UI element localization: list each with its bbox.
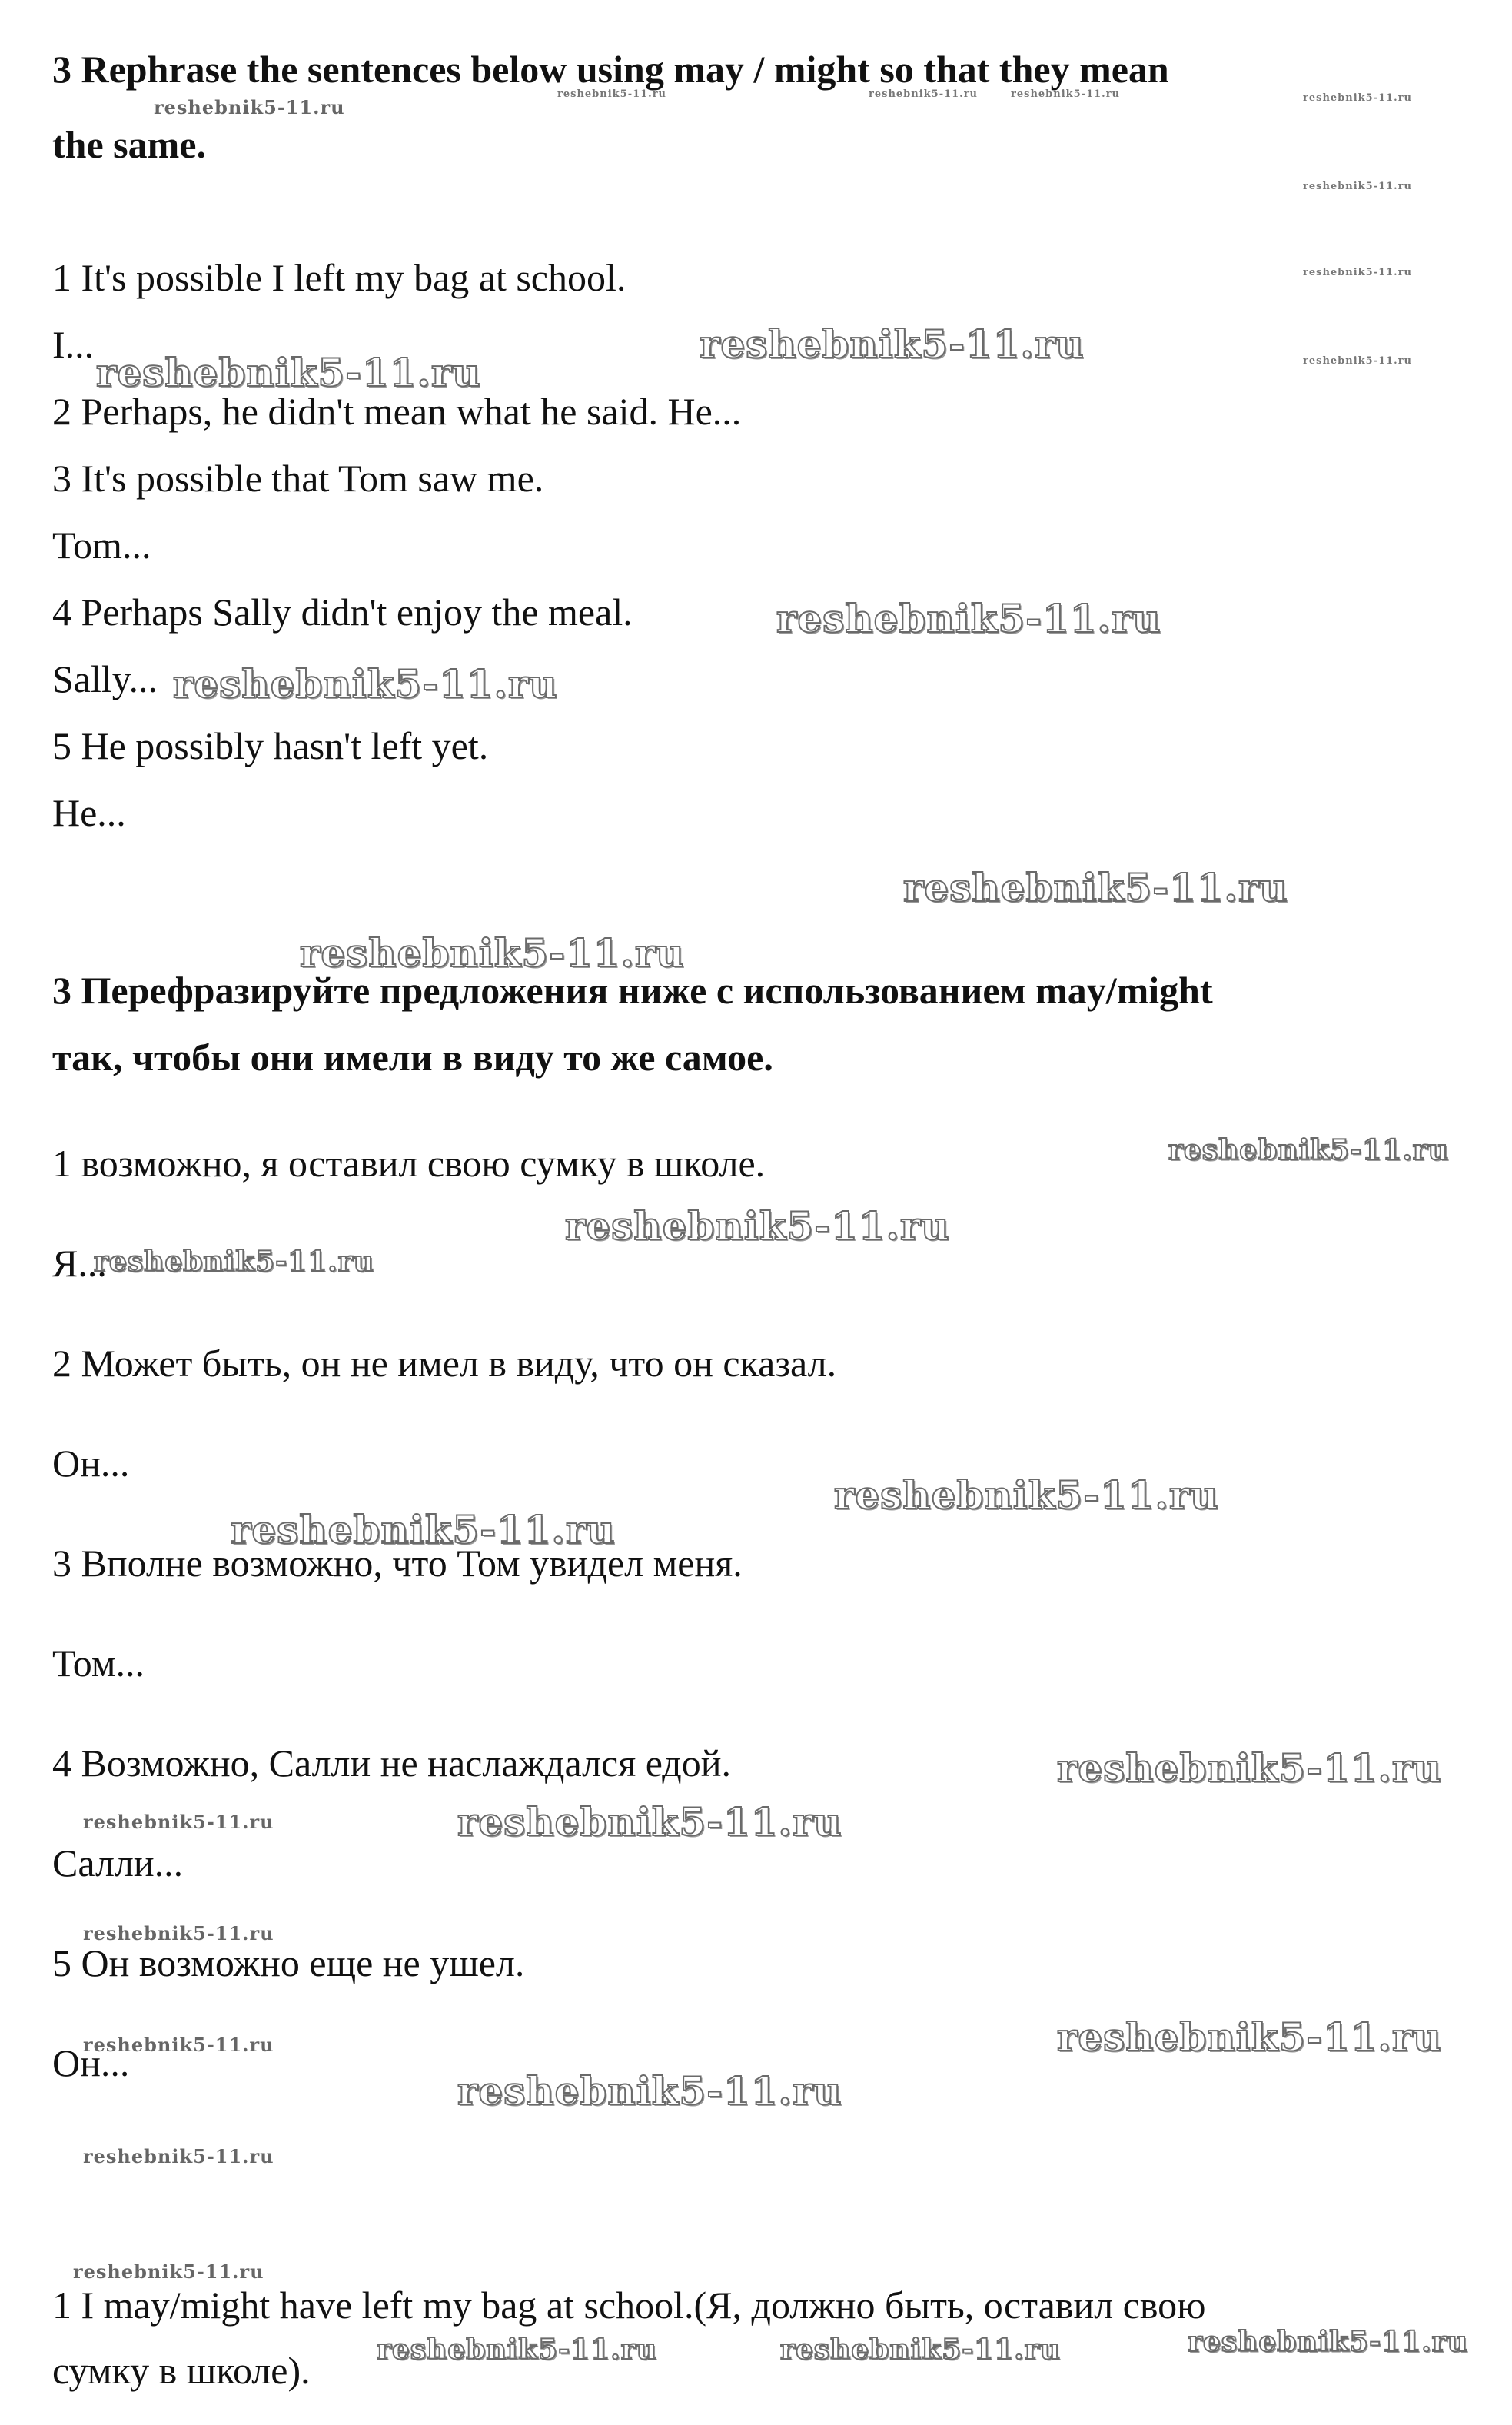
exercise-heading-en-line1: 3 Rephrase the sentences below using may / might so that they mean	[52, 48, 1169, 91]
en-sentence-2: 2 Perhaps, he didn't mean what he said. He...	[52, 390, 742, 433]
watermark: reshebnik5-11.ru	[1303, 92, 1413, 104]
watermark: reshebnik5-11.ru	[1011, 88, 1121, 100]
watermark: reshebnik5-11.ru	[903, 865, 1288, 910]
en-answer-stub-3: Tom...	[52, 524, 151, 567]
watermark: reshebnik5-11.ru	[1057, 1745, 1442, 1791]
ru-answer-stub-4: Салли...	[52, 1841, 184, 1884]
watermark: reshebnik5-11.ru	[565, 1203, 950, 1249]
ru-answer-stub-5: Он...	[52, 2041, 130, 2084]
en-sentence-1: 1 It's possible I left my bag at school.	[52, 256, 626, 299]
ru-answer-stub-2: Он...	[52, 1442, 130, 1485]
watermark: reshebnik5-11.ru	[557, 88, 667, 100]
watermark: reshebnik5-11.ru	[94, 1246, 374, 1278]
exercise-heading-en-line2: the same.	[52, 123, 206, 166]
ru-sentence-1: 1 возможно, я оставил свою сумку в школе.	[52, 1142, 766, 1185]
en-answer-stub-1: I...	[52, 323, 95, 366]
watermark: reshebnik5-11.ru	[1303, 355, 1413, 367]
watermark: reshebnik5-11.ru	[154, 96, 345, 118]
answer-line-1: 1 I may/might have left my bag at school.(Я, должно быть, оставил свою	[52, 2284, 1206, 2327]
watermark: reshebnik5-11.ru	[96, 350, 481, 395]
watermark: reshebnik5-11.ru	[776, 596, 1161, 641]
watermark: reshebnik5-11.ru	[83, 2034, 274, 2056]
exercise-heading-ru-line2: так, чтобы они имели в виду то же самое.	[52, 1036, 773, 1079]
watermark: reshebnik5-11.ru	[834, 1472, 1219, 1518]
watermark: reshebnik5-11.ru	[869, 88, 979, 100]
watermark: reshebnik5-11.ru	[300, 930, 685, 976]
ru-answer-stub-3: Том...	[52, 1642, 145, 1685]
watermark: reshebnik5-11.ru	[83, 1811, 274, 1833]
watermark: reshebnik5-11.ru	[1303, 181, 1413, 192]
en-answer-stub-4: Sally...	[52, 657, 158, 700]
watermark: reshebnik5-11.ru	[1188, 2326, 1468, 2358]
watermark: reshebnik5-11.ru	[1303, 267, 1413, 278]
en-sentence-4: 4 Perhaps Sally didn't enjoy the meal.	[52, 590, 633, 634]
en-answer-stub-5: He...	[52, 791, 126, 834]
answer-line-2: сумку в школе).	[52, 2349, 311, 2392]
watermark: reshebnik5-11.ru	[231, 1507, 616, 1552]
watermark: reshebnik5-11.ru	[173, 661, 558, 707]
watermark: reshebnik5-11.ru	[73, 2260, 264, 2283]
watermark: reshebnik5-11.ru	[1057, 2014, 1442, 2060]
watermark: reshebnik5-11.ru	[83, 2145, 274, 2167]
watermark: reshebnik5-11.ru	[83, 1922, 274, 1944]
en-sentence-5: 5 He possibly hasn't left yet.	[52, 724, 489, 767]
ru-sentence-2: 2 Может быть, он не имел в виду, что он сказал.	[52, 1342, 837, 1385]
ru-answer-stub-1: Я...	[52, 1242, 107, 1285]
watermark: reshebnik5-11.ru	[457, 2068, 842, 2114]
watermark: reshebnik5-11.ru	[1168, 1134, 1449, 1166]
watermark: reshebnik5-11.ru	[457, 1799, 842, 1845]
ru-sentence-4: 4 Возможно, Салли не наслаждался едой.	[52, 1741, 731, 1785]
watermark: reshebnik5-11.ru	[780, 2334, 1061, 2366]
exercise-heading-ru-line1: 3 Перефразируйте предложения ниже с использованием may/might	[52, 969, 1213, 1012]
ru-sentence-5: 5 Он возможно еще не ушел.	[52, 1941, 525, 1984]
ru-sentence-3: 3 Вполне возможно, что Том увидел меня.	[52, 1542, 743, 1585]
watermark: reshebnik5-11.ru	[700, 321, 1085, 367]
watermark: reshebnik5-11.ru	[377, 2334, 657, 2366]
en-sentence-3: 3 It's possible that Tom saw me.	[52, 457, 544, 500]
